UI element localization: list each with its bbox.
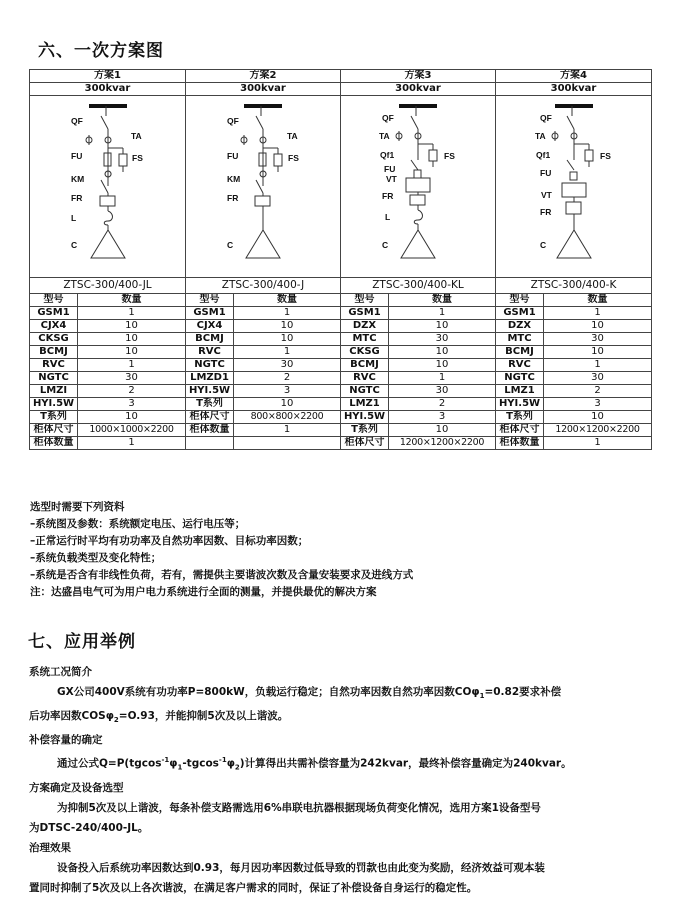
item-type: RVC xyxy=(30,359,78,372)
item-type: GSM1 xyxy=(341,307,389,320)
table-row xyxy=(30,411,652,424)
item-qty: 30 xyxy=(544,372,652,385)
item-qty: 10 xyxy=(234,398,341,411)
item-qty: 2 xyxy=(78,385,186,398)
table-row xyxy=(30,424,652,437)
paragraph: 置同时抑制了5次及以上各次谐波，在满足客户需求的同时，保证了补偿设备自身运行的稳定性。 xyxy=(29,881,478,894)
item-qty: 1 xyxy=(78,359,186,372)
diagram-label: FS xyxy=(600,151,611,161)
item-qty: 10 xyxy=(78,346,186,359)
paragraph: 为抑制5次及以上谐波，每条补偿支路需选用6%串联电抗器根据现场负荷变化情况，选用方案1设备型号 xyxy=(57,801,541,814)
item-qty: 1 xyxy=(234,346,341,359)
item-type: GSM1 xyxy=(496,307,544,320)
diagram-label: Qf1 xyxy=(536,150,551,160)
item-qty: 1 xyxy=(544,359,652,372)
col-header-qty: 数量 xyxy=(234,294,341,307)
item-type: CKSG xyxy=(30,333,78,346)
diagram-label: FS xyxy=(132,153,143,163)
table-row xyxy=(30,333,652,346)
item-qty: 800×800×2200 xyxy=(234,411,341,424)
item-type: RVC xyxy=(186,346,234,359)
single-line-diagram-icon xyxy=(31,96,185,276)
note-line: 注：达盛昌电气可为用户电力系统进行全面的测量，并提供最优的解决方案 xyxy=(30,586,377,598)
item-type: NGTC xyxy=(496,372,544,385)
diagram-label: TA xyxy=(379,131,390,141)
subsection-title: 系统工况简介 xyxy=(29,666,92,678)
diagram-label: KM xyxy=(227,174,241,184)
item-qty: 1000×1000×2200 xyxy=(78,424,186,437)
item-qty: 1 xyxy=(544,307,652,320)
diagram-label: TA xyxy=(535,131,546,141)
section6-title: 六、一次方案图 xyxy=(38,41,164,61)
single-line-diagram-icon xyxy=(497,96,651,276)
wiring-diagram-4 xyxy=(496,96,652,278)
scheme-model: ZTSC-300/400-KL xyxy=(341,278,496,294)
item-type: 柜体数量 xyxy=(496,437,544,450)
diagram-label: TA xyxy=(131,131,142,141)
item-qty: 10 xyxy=(389,424,496,437)
item-qty: 3 xyxy=(389,411,496,424)
wiring-diagram-3 xyxy=(341,96,496,278)
col-header-type: 型号 xyxy=(30,294,78,307)
note-line: –正常运行时平均有功功率及自然功率因数、目标功率因数； xyxy=(30,535,309,547)
item-qty: 1 xyxy=(544,437,652,450)
item-type: BCMJ xyxy=(341,359,389,372)
diagram-label: C xyxy=(227,240,234,250)
scheme-name: 方案2 xyxy=(186,70,341,83)
scheme-table xyxy=(29,69,652,450)
item-qty: 10 xyxy=(234,333,341,346)
diagram-label: VT xyxy=(541,190,552,200)
col-header-type: 型号 xyxy=(496,294,544,307)
item-type: LMZD1 xyxy=(186,372,234,385)
item-qty: 1 xyxy=(234,424,341,437)
item-type: LMZ1 xyxy=(341,398,389,411)
diagram-label: KM xyxy=(71,174,85,184)
item-qty: 30 xyxy=(78,372,186,385)
item-type: CJX4 xyxy=(30,320,78,333)
item-type: GSM1 xyxy=(30,307,78,320)
selection-notes xyxy=(30,499,413,601)
item-type: HYI.5W xyxy=(186,385,234,398)
diagram-label: QF xyxy=(540,113,552,123)
item-type: T系列 xyxy=(186,398,234,411)
col-header-qty: 数量 xyxy=(544,294,652,307)
item-type: 柜体尺寸 xyxy=(30,424,78,437)
item-type: CJX4 xyxy=(186,320,234,333)
table-row xyxy=(30,398,652,411)
scheme-capacity: 300kvar xyxy=(30,83,186,96)
item-type: DZX xyxy=(341,320,389,333)
item-qty: 10 xyxy=(234,320,341,333)
subsection-title: 补偿容量的确定 xyxy=(29,734,103,747)
diagram-label: FR xyxy=(540,207,552,217)
item-qty: 10 xyxy=(544,346,652,359)
item-qty: 10 xyxy=(389,320,496,333)
diagram-label: Qf1 xyxy=(380,150,395,160)
item-type: HYI.5W xyxy=(496,398,544,411)
scheme-name: 方案4 xyxy=(496,70,652,83)
item-type: T系列 xyxy=(496,411,544,424)
diagram-label: L xyxy=(71,213,77,223)
diagram-label: FU xyxy=(71,151,83,161)
item-qty: 1 xyxy=(389,372,496,385)
item-qty: 3 xyxy=(544,398,652,411)
subsection-title: 方案确定及设备选型 xyxy=(29,781,124,794)
item-type: MTC xyxy=(496,333,544,346)
item-type: 柜体数量 xyxy=(30,437,78,450)
item-qty: 10 xyxy=(389,346,496,359)
item-type: HYI.5W xyxy=(30,398,78,411)
item-qty: 30 xyxy=(544,333,652,346)
single-line-diagram-icon xyxy=(341,96,495,276)
item-type: T系列 xyxy=(30,411,78,424)
scheme-capacity: 300kvar xyxy=(186,83,341,96)
col-header-qty: 数量 xyxy=(389,294,496,307)
item-type: 柜体尺寸 xyxy=(341,437,389,450)
paragraph: 为DTSC-240/400-JL。 xyxy=(29,821,149,834)
item-qty: 10 xyxy=(78,411,186,424)
paragraph: 后功率因数COSφ$_2$=O.93，并能抑制5次及以上谐波。 xyxy=(29,710,289,725)
diagram-label: QF xyxy=(382,113,394,123)
item-qty: 1 xyxy=(78,307,186,320)
section7-title: 七、应用举例 xyxy=(28,632,136,652)
diagram-label: FR xyxy=(382,191,394,201)
table-row xyxy=(30,372,652,385)
item-qty: 2 xyxy=(234,372,341,385)
item-type: 柜体尺寸 xyxy=(186,411,234,424)
model-row xyxy=(30,278,652,294)
item-qty: 10 xyxy=(544,320,652,333)
item-qty: 3 xyxy=(234,385,341,398)
note-line: –系统是否含有非线性负荷，若有，需提供主要谐波次数及含量安装要求及进线方式 xyxy=(30,569,414,581)
scheme-name-row xyxy=(30,70,652,83)
diagram-label: VT xyxy=(386,174,397,184)
item-qty xyxy=(234,437,341,450)
table-row xyxy=(30,320,652,333)
item-type: LMZ1 xyxy=(496,385,544,398)
item-qty: 3 xyxy=(78,398,186,411)
item-qty: 1 xyxy=(389,307,496,320)
scheme-model: ZTSC-300/400-JL xyxy=(30,278,186,294)
item-type: GSM1 xyxy=(186,307,234,320)
diagram-label: C xyxy=(382,240,389,250)
diagram-label: FS xyxy=(288,153,299,163)
item-type: NGTC xyxy=(341,385,389,398)
diagram-label: FR xyxy=(71,193,83,203)
paragraph: 通过公式$Q=P(tgcos^{-1}\varphi_1-tgcos^{-1}\varphi_2)$计算得出共需补偿容量为242kvar，最终补偿容量确定为240kvar。 xyxy=(57,756,572,772)
diagram-label: C xyxy=(71,240,78,250)
item-qty: 10 xyxy=(78,333,186,346)
diagram-label: TA xyxy=(287,131,298,141)
table-row xyxy=(30,437,652,450)
note-line: –系统负载类型及变化特性； xyxy=(30,552,162,564)
item-type: NGTC xyxy=(30,372,78,385)
header-row xyxy=(30,294,652,307)
item-qty: 1 xyxy=(78,437,186,450)
item-qty: 2 xyxy=(389,398,496,411)
item-type: 柜体数量 xyxy=(186,424,234,437)
scheme-capacity-row xyxy=(30,83,652,96)
item-type: LMZI xyxy=(30,385,78,398)
item-type xyxy=(186,437,234,450)
table-row xyxy=(30,307,652,320)
diagram-label: FR xyxy=(227,193,239,203)
table-row xyxy=(30,346,652,359)
single-line-diagram-icon xyxy=(186,96,340,276)
item-type: RVC xyxy=(341,372,389,385)
table-row xyxy=(30,359,652,372)
wiring-diagram-1 xyxy=(30,96,186,278)
item-type: BCMJ xyxy=(30,346,78,359)
item-qty: 2 xyxy=(544,385,652,398)
scheme-name: 方案1 xyxy=(30,70,186,83)
scheme-model: ZTSC-300/400-J xyxy=(186,278,341,294)
item-type: HYI.5W xyxy=(341,411,389,424)
item-qty: 1 xyxy=(234,307,341,320)
paragraph: 设备投入后系统功率因数达到0.93，每月因功率因数过低导致的罚款也由此变为奖励，经济效益可观本装 xyxy=(57,861,545,874)
item-qty: 10 xyxy=(389,359,496,372)
table-row xyxy=(30,385,652,398)
scheme-model: ZTSC-300/400-K xyxy=(496,278,652,294)
diagram-label: FS xyxy=(444,151,455,161)
diagram-label: C xyxy=(540,240,547,250)
diagram-row xyxy=(30,96,652,278)
item-qty: 30 xyxy=(234,359,341,372)
item-type: T系列 xyxy=(341,424,389,437)
item-type: NGTC xyxy=(186,359,234,372)
diagram-label: FU xyxy=(227,151,239,161)
item-qty: 30 xyxy=(389,333,496,346)
col-header-type: 型号 xyxy=(186,294,234,307)
scheme-capacity: 300kvar xyxy=(341,83,496,96)
paragraph: GX公司400V系统有功功率P=800kW，负载运行稳定；自然功率因数自然功率因数COφ$_1$=0.82要求补偿 xyxy=(57,686,562,701)
item-type: 柜体尺寸 xyxy=(496,424,544,437)
col-header-qty: 数量 xyxy=(78,294,186,307)
item-qty: 1200×1200×2200 xyxy=(544,424,652,437)
item-qty: 1200×1200×2200 xyxy=(389,437,496,450)
diagram-label: FU xyxy=(384,164,396,174)
item-type: BCMJ xyxy=(496,346,544,359)
item-type: BCMJ xyxy=(186,333,234,346)
diagram-label: FU xyxy=(540,168,552,178)
application-example xyxy=(29,662,659,898)
diagram-label: L xyxy=(385,212,391,222)
item-qty: 10 xyxy=(544,411,652,424)
item-type: MTC xyxy=(341,333,389,346)
scheme-name: 方案3 xyxy=(341,70,496,83)
note-line: –系统图及参数：系统额定电压、运行电压等； xyxy=(30,518,246,530)
wiring-diagram-2 xyxy=(186,96,341,278)
diagram-label: QF xyxy=(227,116,239,126)
note-line: 选型时需要下列资料 xyxy=(30,501,125,513)
subsection-title: 治理效果 xyxy=(29,841,71,854)
item-type: DZX xyxy=(496,320,544,333)
item-qty: 10 xyxy=(78,320,186,333)
scheme-capacity: 300kvar xyxy=(496,83,652,96)
item-qty: 30 xyxy=(389,385,496,398)
col-header-type: 型号 xyxy=(341,294,389,307)
diagram-label: QF xyxy=(71,116,83,126)
item-type: CKSG xyxy=(341,346,389,359)
item-type: RVC xyxy=(496,359,544,372)
